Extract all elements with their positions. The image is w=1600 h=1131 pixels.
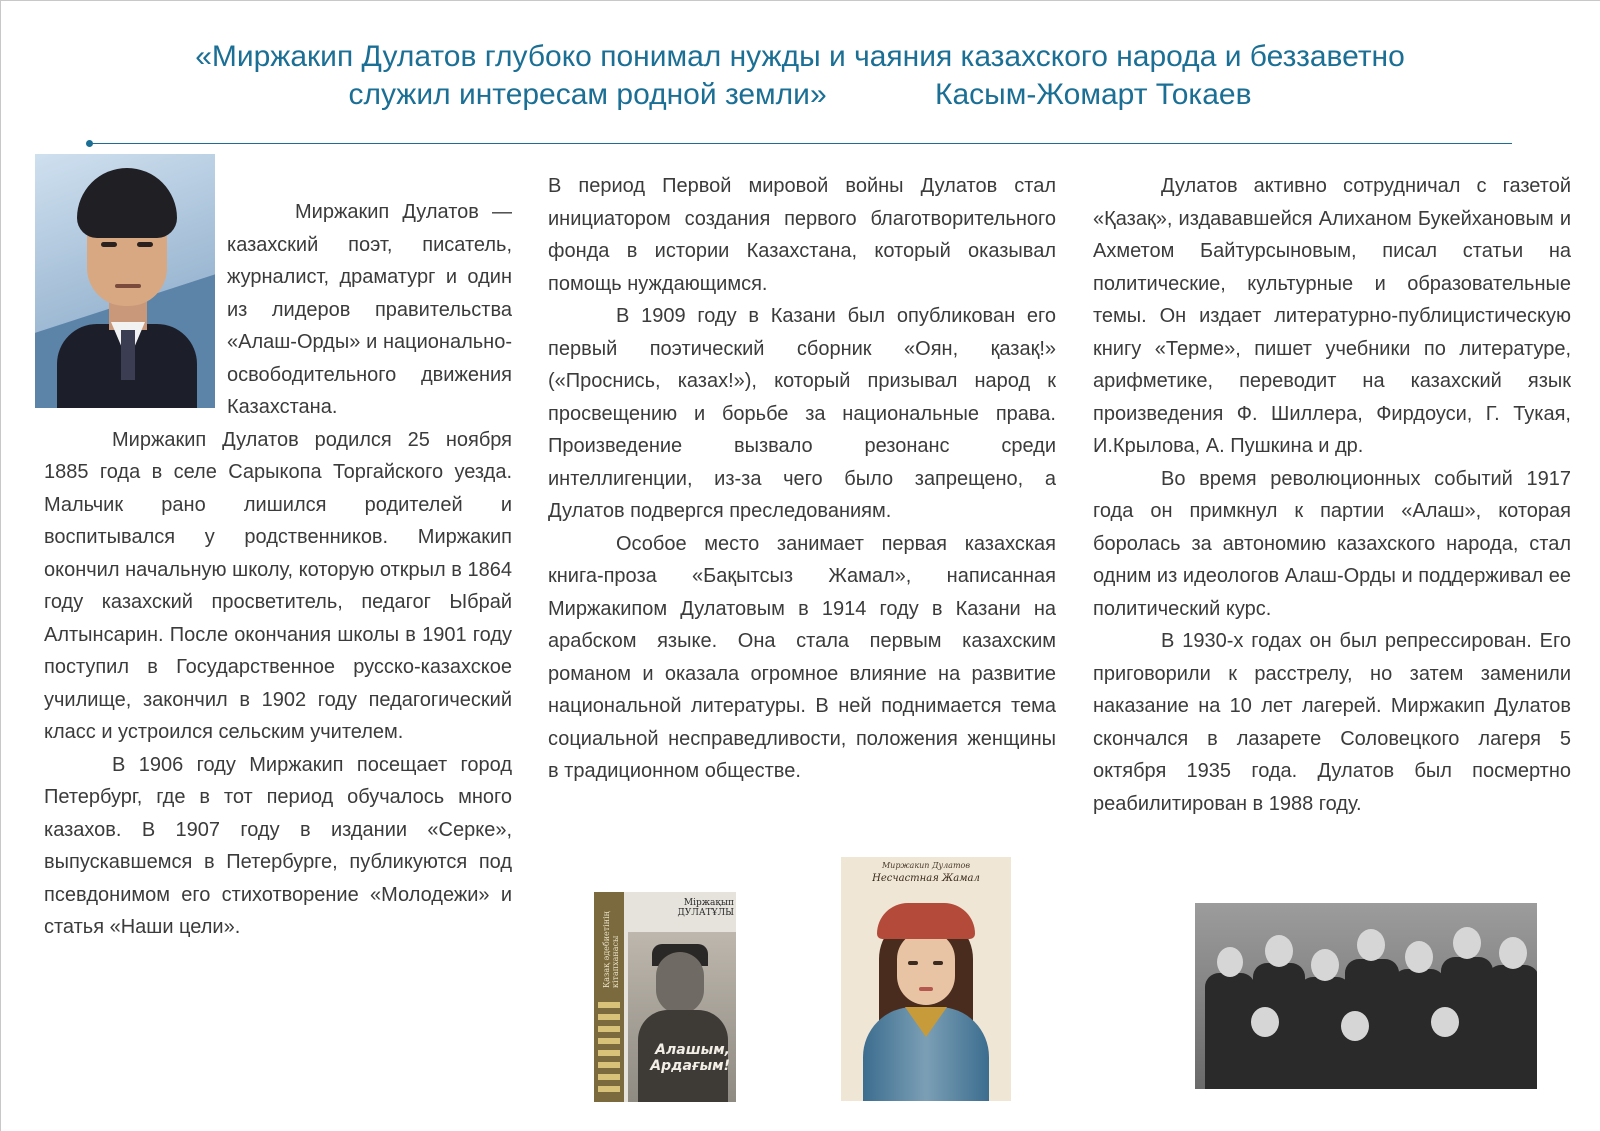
header-divider xyxy=(88,143,1512,144)
page-title xyxy=(120,38,1480,114)
book-1-spine-text: Қазақ әдебиетінің кітапханасы xyxy=(602,911,620,988)
column-2-paragraph-3: Особое место занимает первая казахская книга-проза «Бақытсыз Жамал», написанная Миржакипом Дулатовым в 1914 году в Казани на арабском языке. Она стала первым казахским романом и оказала огромное влияние на развитие национальной литературы. В ней поднимается тема социальной несправедливости, положения женщины в традиционном обществе. xyxy=(548,532,1056,782)
book-2-title: Несчастная Жамал xyxy=(872,873,980,884)
book-cover-neschastnaya-zhamal-image xyxy=(841,857,1011,1101)
column-2 xyxy=(548,170,1056,788)
column-3-paragraph-1: Дулатов активно сотрудничал с газетой «Қазақ», издававшейся Алиханом Букейхановым и Ахметом Байтурсыновым, писал статьи на политические, культурные и образовательные темы. Он издает литературно-публицистическую книгу «Терме», пишет учебники по литературе, арифметике, переводит на казахский язык произведения Ф. Шиллера, Фирдоуси, Г. Тукая, И.Крылова, А. Пушкина и др. xyxy=(1093,175,1571,457)
quote-line-1: «Миржакип Дулатов глубоко понимал нужды и чаяния казахского народа и беззаветно xyxy=(195,40,1405,73)
portrait-image xyxy=(35,154,215,408)
column-2-paragraph-1: В период Первой мировой войны Дулатов стал инициатором создания первого благотворительного фонда в истории Казахстана, который оказывал помощь нуждающимся. xyxy=(548,175,1056,295)
quote-line-2-wrapper xyxy=(120,76,1480,114)
group-photo-image xyxy=(1195,903,1537,1089)
quote-line-2: служил интересам родной земли» xyxy=(348,78,827,111)
column-1 xyxy=(44,196,512,944)
quote-author: Касым-Жомарт Токаев xyxy=(934,78,1252,111)
column-3-paragraph-2: Во время революционных событий 1917 года он примкнул к партии «Алаш», которая боролась за автономию казахского народа, стал одним из идеологов Алаш-Орды и поддерживал ее политический курс. xyxy=(1093,467,1571,620)
column-2-paragraph-2: В 1909 году в Казани был опубликован его первый поэтический сборник «Оян, қазақ!» («Проснись, казах!»), который призывал народ к просвещению и борьбе за национальные права. Произведение вызвало резонанс среди интеллигенции, из-за чего было запрещено, а Дулатов подвергся преследованиям. xyxy=(548,305,1056,522)
book-2-author: Миржакип Дулатов xyxy=(881,861,971,870)
column-3 xyxy=(1093,170,1571,820)
column-1-paragraph-1: Миржакип Дулатов — казахский поэт, писатель, журналист, драматург и один из лидеров правительства «Алаш-Орды» и национально-освободительного движения Казахстана. xyxy=(227,201,512,418)
column-1-paragraph-2: Миржакип Дулатов родился 25 ноября 1885 года в селе Сарыкопа Торгайского уезда. Мальчик рано лишился родителей и воспитывался у родственников. Миржакип окончил начальную школу, которую открыл в 1864 году казахский просветитель, педагог Ыбрай Алтынсарин. После окончания школы в 1901 году поступил в Государственное русско-казахское училище, закончил в 1902 году педагогический класс и устроился сельским учителем. xyxy=(44,428,512,743)
book-1-title: Міржақып ДУЛАТҰЛЫ xyxy=(677,898,734,918)
column-3-paragraph-3: В 1930-х годах он был репрессирован. Его приговорили к расстрелу, но затем заменили наказание на 10 лет лагерей. Миржакип Дулатов скончался в лазарете Соловецкого лагеря 5 октября 1935 года. Дулатов был посмертно реабилитирован в 1988 году. xyxy=(1093,630,1571,815)
book-1-series: Алашым, Ардағым! xyxy=(650,1042,730,1074)
column-1-paragraph-3: В 1906 году Миржакип посещает город Петербург, где в тот период обучалось много казахов. В 1907 году в издании «Серке», выпускавшемся в Петербурге, публикуются под псевдонимом его стихотворение «Молодежи» и статья «Наши цели». xyxy=(44,753,512,938)
book-cover-dulatuly-image xyxy=(594,892,736,1102)
